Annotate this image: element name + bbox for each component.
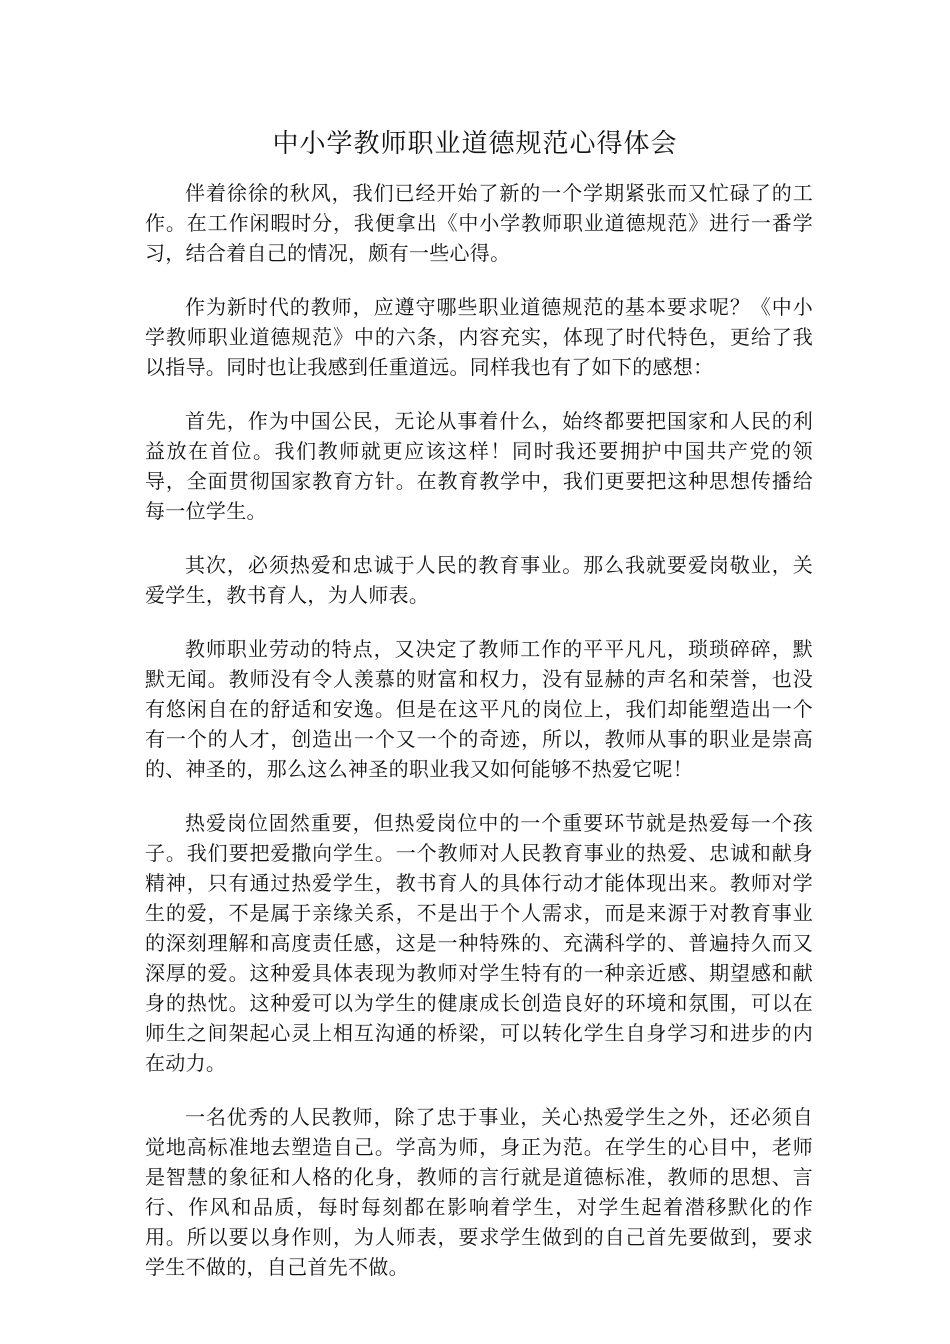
paragraph-3: 首先，作为中国公民，无论从事着什么，始终都要把国家和人民的利益放在首位。我们教师就更应该这样！同时我还要拥护中国共产党的领导，全面贯彻国家教育方针。在教育教学中，我们更要把这种思想传播给每一位学生。 — [145, 409, 813, 523]
paragraph-7: 一名优秀的人民教师，除了忠于事业，关心热爱学生之外，还必须自觉地高标准地去塑造自己。学高为师，身正为范。在学生的心目中，老师是智慧的象征和人格的化身，教师的言行就是道德标准，教师的思想、言行、作风和品质，每时每刻都在影响着学生，对学生起着潜移默化的作用。所以要以身作则，为人师表，要求学生做到的自己首先要做到，要求学生不做的，自己首先不做。 — [145, 1105, 813, 1279]
paragraph-2: 作为新时代的教师，应遵守哪些职业道德规范的基本要求呢？《中小学教师职业道德规范》中的六条，内容充实，体现了时代特色，更给了我以指导。同时也让我感到任重道远。同样我也有了如下的感想： — [145, 295, 813, 379]
paragraph-1: 伴着徐徐的秋风，我们已经开始了新的一个学期紧张而又忙碌了的工作。在工作闲暇时分，我便拿出《中小学教师职业道德规范》进行一番学习，结合着自己的情况，颇有一些心得。 — [145, 181, 813, 265]
document-body — [145, 178, 813, 1306]
paragraph-6: 热爱岗位固然重要，但热爱岗位中的一个重要环节就是热爱每一个孩子。我们要把爱撒向学生。一个教师对人民教育事业的热爱、忠诚和献身精神，只有通过热爱学生，教书育人的具体行动才能体现出来。教师对学生的爱，不是属于亲缘关系，不是出于个人需求，而是来源于对教育事业的深刻理解和高度责任感，这是一种特殊的、充满科学的、普遍持久而又深厚的爱。这种爱具体表现为教师对学生特有的一种亲近感、期望感和献身的热忱。这种爱可以为学生的健康成长创造良好的环境和氛围，可以在师生之间架起心灵上相互沟通的桥梁，可以转化学生自身学习和进步的内在动力。 — [145, 811, 813, 1075]
paragraph-5: 教师职业劳动的特点，又决定了教师工作的平平凡凡，琐琐碎碎，默默无闻。教师没有令人羡慕的财富和权力，没有显赫的声名和荣誉，也没有悠闲自在的舒适和安逸。但是在这平凡的岗位上，我们却能塑造出一个有一个的人才，创造出一个又一个的奇迹，所以，教师从事的职业是崇高的、神圣的，那么这么神圣的职业我又如何能够不热爱它呢！ — [145, 637, 813, 781]
paragraph-4: 其次，必须热爱和忠诚于人民的教育事业。那么我就要爱岗敬业，关爱学生，教书育人，为人师表。 — [145, 553, 813, 607]
document-title: 中小学教师职业道德规范心得体会 — [272, 129, 678, 159]
